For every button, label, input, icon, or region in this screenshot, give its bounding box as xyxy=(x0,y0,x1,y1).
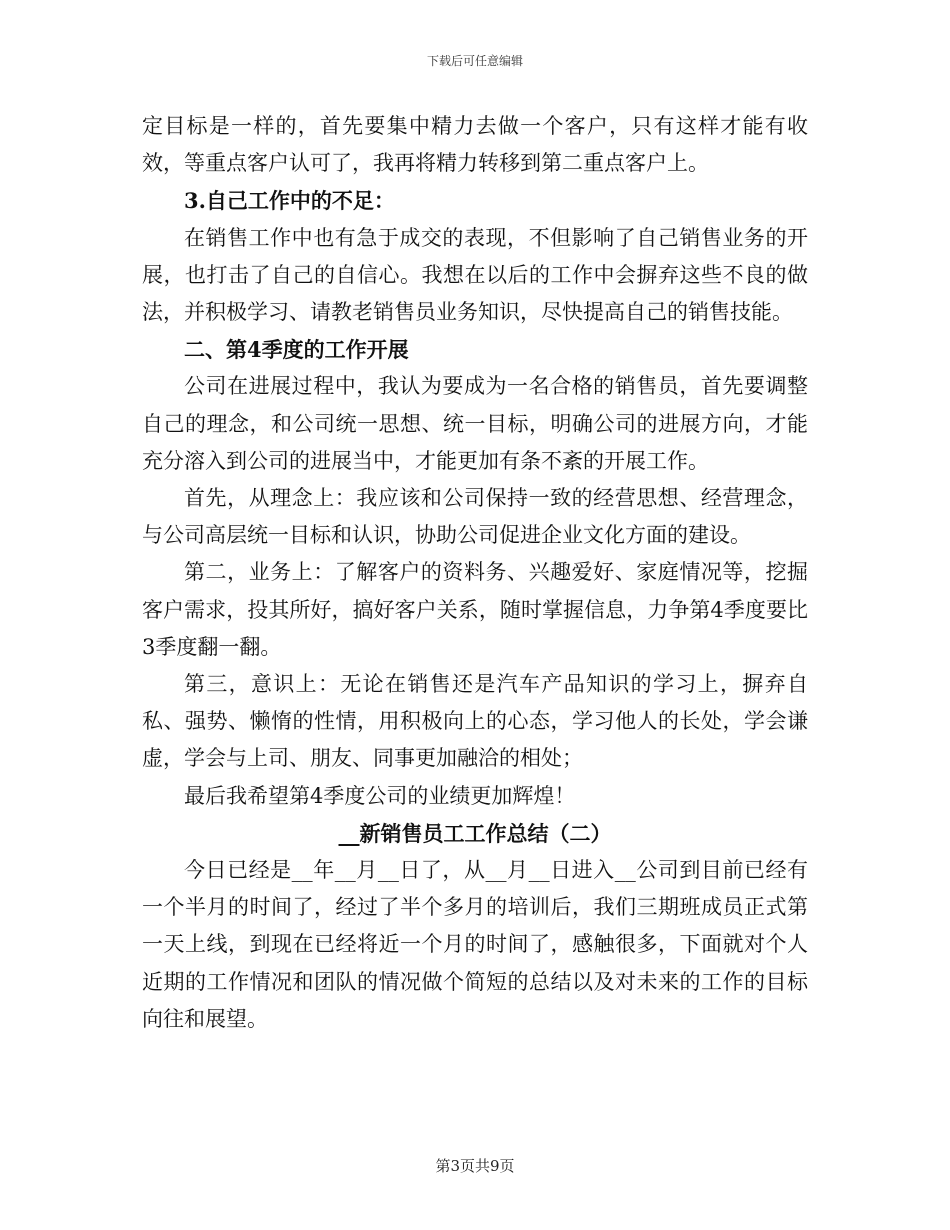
paragraph-shortcomings: 在销售工作中也有急于成交的表现，不但影响了自己销售业务的开展，也打击了自己的自信心。我想在以后的工作中会摒弃这些不良的做法，并积极学习、请教老销售员业务知识，尽快提高自己的销售技能。 xyxy=(142,225,808,325)
page-footer: 第3页共9页 xyxy=(435,1157,515,1175)
document-subtitle: __新销售员工工作总结（二） xyxy=(338,820,612,846)
paragraph-closing-wish: 最后我希望第4季度公司的业绩更加辉煌！ xyxy=(184,783,576,808)
section-heading-q4-plan: 二、第4季度的工作开展 xyxy=(184,337,409,363)
page-header: 下载后可任意编辑 xyxy=(426,54,523,68)
paragraph-awareness: 第三，意识上：无论在销售还是汽车产品知识的学习上，摒弃自私、强势、懒惰的性情，用积极向上的心态，学习他人的长处，学会谦虚，学会与上司、朋友、同事更加融洽的相处； xyxy=(142,672,808,771)
paragraph-continuation: 定目标是一样的，首先要集中精力去做一个客户，只有这样才能有收效，等重点客户认可了，我再将精力转移到第二重点客户上。 xyxy=(142,114,808,176)
paragraph-concept: 首先，从理念上：我应该和公司保持一致的经营思想、经营理念，与公司高层统一目标和认识，协助公司促进企业文化方面的建设。 xyxy=(142,486,808,548)
paragraph-business: 第二，业务上：了解客户的资料务、兴趣爱好、家庭情况等，挖掘客户需求，投其所好，搞好客户关系，随时掌握信息，力争第4季度要比3季度翻一翻。 xyxy=(142,560,808,659)
document-body xyxy=(142,108,808,1038)
paragraph-summary-intro: 今日已经是__年__月__日了，从__月__日进入__公司到目前已经有一个半月的时间了，经过了半个多月的培训后，我们三期班成员正式第一天上线，到现在已经将近一个月的时间了，感触很多，下面就对个人近期的工作情况和团队的情况做个简短的总结以及对未来的工作的目标向往和展望。 xyxy=(142,858,808,1031)
paragraph-q4-intro: 公司在进展过程中，我认为要成为一名合格的销售员，首先要调整自己的理念，和公司统一思想、统一目标，明确公司的进展方向，才能充分溶入到公司的进展当中，才能更加有条不紊的开展工作。 xyxy=(142,374,808,473)
section-heading-shortcomings: 3.自己工作中的不足： xyxy=(184,188,395,214)
